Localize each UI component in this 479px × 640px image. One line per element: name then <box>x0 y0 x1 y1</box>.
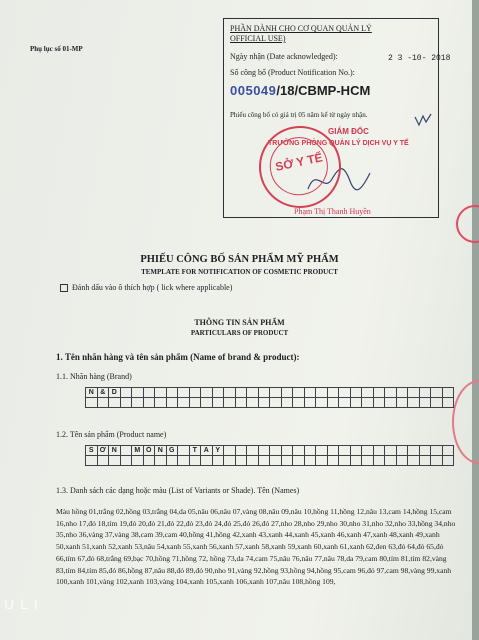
grid-cell <box>328 446 340 456</box>
grid-cell <box>328 398 340 408</box>
notification-number <box>230 83 370 98</box>
grid-cell <box>190 398 202 408</box>
grid-cell <box>431 388 443 398</box>
grid-cell <box>282 398 294 408</box>
grid-cell <box>213 398 225 408</box>
grid-cell <box>259 398 271 408</box>
grid-cell <box>178 446 190 456</box>
official-heading-vi: PHẦN DÀNH CHO CƠ QUAN QUẢN LÝ <box>230 24 372 33</box>
grid-cell <box>86 456 98 466</box>
variants-list: Màu hồng 01,trắng 02,hồng 03,trắng 04,da 05,nâu 06,nâu 07,vàng 08,nâu 09,nâu 10,hồng 11,hồng 12,nâu 13,cam 14,hồng 15,cam 16,nho 17,đỏ 18,tím 19,đỏ 20,đỏ 21,đỏ 22,đỏ 23,đỏ 24,đỏ 25,đỏ 26,đỏ 27,nho 28,nho 29,nho 30,nho 31,nho 32,nho 33,hồng 34,nho 35,nho 36,vàng 37,vàng 38,cam 39,cam 40,hồng 41,hồng 42,xanh 43,xanh 44,xanh 45,xanh 46,xanh 47,xanh 48,xanh 49,xanh 50,xanh 51,xanh 52,xanh 53,nâu 54,xanh 55,xanh 56,xanh 57,xanh 58,xanh 59,xanh 60,xanh 61,xanh 62,đen 63,đỏ 64,đỏ 65,đỏ 66,tím 67,đỏ 68,trắng 69,bạc 70,hồng 71,hồng 72, hồng 73,da 74,cam 75,nâu 76,nâu 77,nâu 78,da 79,cam 80,tím 81,tím 82,vàng 83,tím 84,tím 85,đỏ 86,hồng 87,nâu 88,đỏ 89,đỏ 90,nho 91,vàng 92,hồng 93,hồng 94,hồng 95,cam 96,đỏ 97,cam 98,vàng 99,xanh 100,xanh 101,vàng 102,xanh 103,vàng 104,xanh 105,xanh 106,xanh 107,nâu 108,hồng 109, <box>56 507 456 587</box>
section-title-vi: THÔNG TIN SẢN PHẨM <box>194 318 285 327</box>
official-heading-en: OFFICIAL USE) <box>230 34 286 43</box>
grid-cell <box>247 456 259 466</box>
grid-cell <box>339 388 351 398</box>
tick-note <box>60 283 232 292</box>
grid-cell <box>213 388 225 398</box>
form-title-en: TEMPLATE FOR NOTIFICATION OF COSMETIC PRODUCT <box>141 268 338 276</box>
grid-cell <box>109 456 121 466</box>
brand-grid <box>85 387 454 408</box>
grid-cell: N <box>155 446 167 456</box>
signer-name: Phạm Thị Thanh Huyền <box>294 207 371 216</box>
grid-cell <box>190 388 202 398</box>
grid-cell <box>408 388 420 398</box>
grid-cell <box>144 456 156 466</box>
variants-label: 1.3. Danh sách các dạng hoặc màu (List of Variants or Shade). Tên (Names) <box>56 486 300 495</box>
grid-cell <box>316 388 328 398</box>
grid-cell <box>132 398 144 408</box>
grid-cell <box>362 446 374 456</box>
question-1-title: 1. Tên nhãn hàng và tên sản phẩm (Name of brand & product): <box>56 352 300 362</box>
grid-cell <box>98 398 110 408</box>
grid-cell <box>305 398 317 408</box>
grid-cell <box>155 456 167 466</box>
grid-cell <box>443 388 455 398</box>
grid-cell <box>282 446 294 456</box>
grid-cell <box>385 446 397 456</box>
grid-cell <box>270 446 282 456</box>
grid-cell <box>282 456 294 466</box>
side-watermark: ULI <box>4 596 44 612</box>
grid-cell <box>397 456 409 466</box>
grid-cell <box>443 446 455 456</box>
grid-cell: N <box>109 446 121 456</box>
grid-cell: Ơ <box>98 446 110 456</box>
grid-cell <box>132 456 144 466</box>
grid-cell <box>247 388 259 398</box>
grid-cell <box>420 446 432 456</box>
grid-cell <box>236 388 248 398</box>
grid-cell <box>408 398 420 408</box>
grid-cell <box>328 388 340 398</box>
signer-dept: TRƯỞNG PHÒNG QUẢN LÝ DỊCH VỤ Y TẾ <box>268 140 409 147</box>
grid-cell <box>270 388 282 398</box>
grid-cell <box>190 456 202 466</box>
brand-label: 1.1. Nhãn hàng (Brand) <box>56 372 132 381</box>
form-title-vi: PHIẾU CÔNG BỐ SẢN PHẨM MỸ PHẨM <box>140 254 339 265</box>
grid-cell <box>259 456 271 466</box>
grid-cell <box>397 398 409 408</box>
grid-cell <box>385 388 397 398</box>
grid-cell <box>362 398 374 408</box>
grid-cell <box>316 446 328 456</box>
grid-cell <box>86 398 98 408</box>
grid-cell <box>178 398 190 408</box>
grid-cell <box>339 446 351 456</box>
grid-cell <box>362 456 374 466</box>
grid-cell <box>431 456 443 466</box>
product-name-grid <box>85 445 454 466</box>
notification-suffix: /18/CBMP-HCM <box>276 83 371 98</box>
grid-cell <box>351 388 363 398</box>
grid-cell <box>351 446 363 456</box>
handwritten-mark-icon <box>414 113 432 127</box>
grid-cell <box>213 456 225 466</box>
validity-text: Phiếu công bố có giá trị 05 năm kể từ ngày nhận. <box>230 111 368 119</box>
grid-cell <box>305 456 317 466</box>
grid-cell <box>305 388 317 398</box>
grid-cell <box>282 388 294 398</box>
grid-cell <box>385 456 397 466</box>
grid-cell <box>293 398 305 408</box>
grid-cell <box>121 398 133 408</box>
edge-stamp-bottom <box>452 380 479 464</box>
date-value: 2 3 -10- 2018 <box>388 54 451 63</box>
grid-cell <box>420 398 432 408</box>
product-name-label: 1.2. Tên sản phẩm (Product name) <box>56 430 167 439</box>
grid-cell: S <box>86 446 98 456</box>
number-label: Số công bố (Product Notification No.): <box>230 68 355 77</box>
grid-cell <box>374 446 386 456</box>
grid-cell <box>339 456 351 466</box>
grid-cell <box>167 388 179 398</box>
grid-cell: A <box>201 446 213 456</box>
tick-note-text: Đánh dấu vào ô thích hợp ( lick where applicable) <box>72 283 233 292</box>
grid-cell <box>305 446 317 456</box>
grid-cell <box>98 456 110 466</box>
grid-cell <box>362 388 374 398</box>
grid-cell <box>431 446 443 456</box>
grid-cell <box>339 398 351 408</box>
grid-cell <box>259 446 271 456</box>
grid-cell <box>167 456 179 466</box>
grid-cell <box>397 446 409 456</box>
grid-cell <box>385 398 397 408</box>
grid-cell <box>374 456 386 466</box>
grid-cell <box>144 398 156 408</box>
grid-cell <box>201 388 213 398</box>
date-label: Ngày nhận (Date acknowledged): <box>230 52 338 61</box>
grid-cell <box>247 398 259 408</box>
grid-cell <box>121 456 133 466</box>
grid-cell <box>144 388 156 398</box>
grid-cell <box>420 456 432 466</box>
grid-cell <box>431 398 443 408</box>
grid-cell: N <box>86 388 98 398</box>
grid-cell <box>121 446 133 456</box>
grid-cell <box>443 398 455 408</box>
signer-title: GIÁM ĐỐC <box>328 127 369 136</box>
grid-cell <box>443 456 455 466</box>
stamp-text: SỞ Y TẾ <box>274 150 324 174</box>
grid-cell <box>259 388 271 398</box>
grid-cell <box>351 398 363 408</box>
grid-cell <box>224 456 236 466</box>
grid-cell <box>109 398 121 408</box>
grid-cell <box>316 398 328 408</box>
grid-cell: & <box>98 388 110 398</box>
grid-cell <box>408 456 420 466</box>
grid-cell <box>270 456 282 466</box>
grid-cell <box>132 388 144 398</box>
grid-cell: G <box>167 446 179 456</box>
grid-cell <box>270 398 282 408</box>
grid-cell <box>178 388 190 398</box>
grid-cell <box>224 446 236 456</box>
notification-code: 005049 <box>230 83 277 98</box>
grid-cell <box>374 388 386 398</box>
grid-cell <box>167 398 179 408</box>
appendix-label: Phụ lục số 01-MP <box>30 45 83 53</box>
grid-cell: Ó <box>144 446 156 456</box>
grid-cell <box>397 388 409 398</box>
grid-cell <box>408 446 420 456</box>
grid-cell <box>236 456 248 466</box>
grid-cell <box>121 388 133 398</box>
grid-cell <box>155 388 167 398</box>
grid-cell <box>374 398 386 408</box>
grid-cell <box>201 398 213 408</box>
grid-cell <box>224 398 236 408</box>
grid-cell <box>155 398 167 408</box>
grid-cell: T <box>190 446 202 456</box>
grid-cell <box>293 456 305 466</box>
grid-cell <box>178 456 190 466</box>
grid-cell <box>236 398 248 408</box>
grid-cell <box>293 388 305 398</box>
checkbox-icon <box>60 284 68 292</box>
grid-cell <box>236 446 248 456</box>
section-title-en: PARTICULARS OF PRODUCT <box>190 329 289 337</box>
grid-cell <box>328 456 340 466</box>
grid-cell <box>224 388 236 398</box>
grid-cell: D <box>109 388 121 398</box>
grid-cell <box>247 446 259 456</box>
grid-cell <box>201 456 213 466</box>
grid-cell <box>293 446 305 456</box>
grid-cell: M <box>132 446 144 456</box>
grid-cell <box>316 456 328 466</box>
grid-cell <box>420 388 432 398</box>
grid-cell <box>351 456 363 466</box>
edge-stamp-top <box>456 205 479 243</box>
grid-cell: Y <box>213 446 225 456</box>
